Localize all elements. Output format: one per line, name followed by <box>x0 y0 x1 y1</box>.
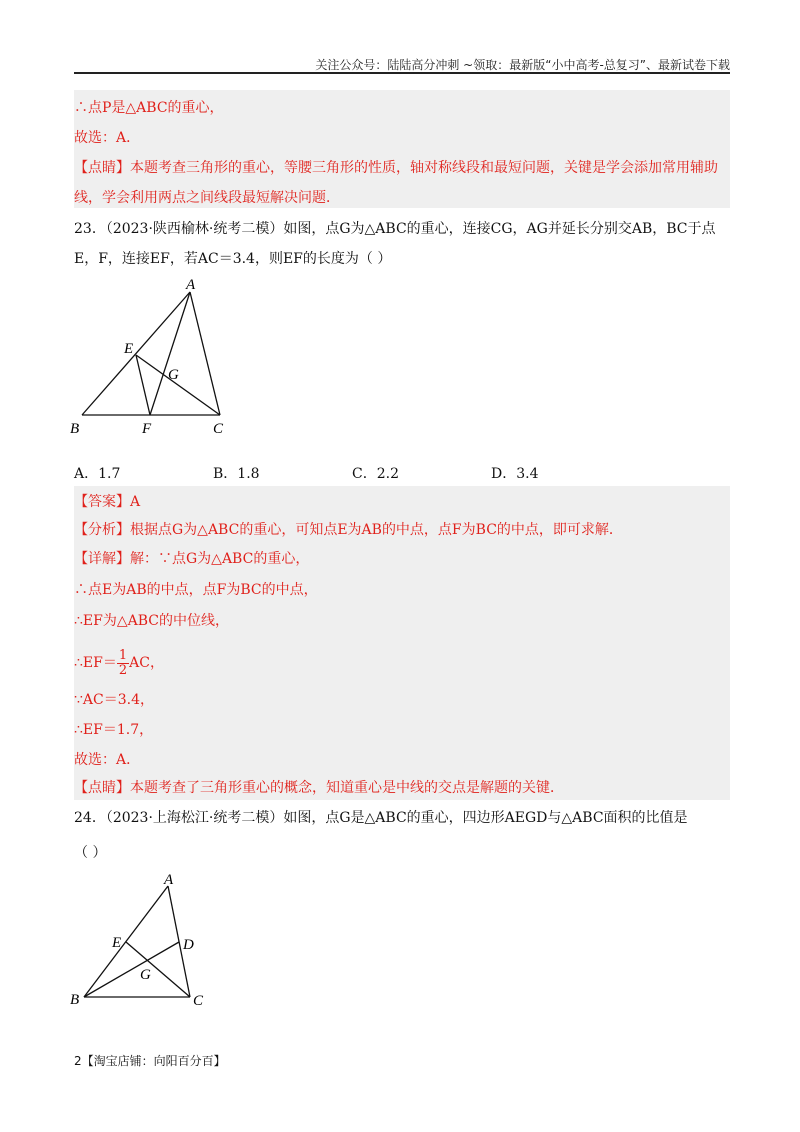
q24-label-d: D <box>183 937 194 953</box>
q23-fraction-den: 2 <box>118 662 128 678</box>
q24-label-b: B <box>70 992 80 1008</box>
header-rule <box>74 72 730 74</box>
q23-step-6: 故选：A． <box>74 752 141 768</box>
q24-label-a: A <box>164 872 174 888</box>
q23-step-3-post: AC， <box>129 655 164 671</box>
q23-label-b: B <box>70 421 80 437</box>
q23-choice-b: B．1.8 <box>213 466 260 482</box>
q23-triangle-figure <box>60 275 260 440</box>
q23-choice-a: A．1.7 <box>74 466 121 482</box>
q23-label-a: A <box>186 277 196 293</box>
q24-label-g: G <box>140 967 151 983</box>
q23-detail: 【详解】解：∵点G为△ABC的重心， <box>74 551 310 567</box>
q23-step-2: ∴EF为△ABC的中位线， <box>74 613 229 629</box>
q23-fraction-half <box>117 649 129 678</box>
q24-stem-line-2: （ ） <box>74 845 107 861</box>
prev-line-4: 线，学会利用两点之间线段最短解决问题． <box>74 190 340 206</box>
q23-step-5: ∴EF＝1.7， <box>74 722 154 738</box>
q24-segment-bd <box>84 942 179 997</box>
q23-label-e: E <box>124 341 134 357</box>
prev-line-3: 【点睛】本题考查三角形的重心，等腰三角形的性质，轴对称线段和最短问题，关键是学会添加常用辅助 <box>74 160 718 176</box>
q23-fraction-num: 1 <box>118 647 128 663</box>
q23-label-f: F <box>142 421 152 437</box>
q23-step-3-pre: ∴EF＝ <box>74 655 117 671</box>
prev-line-2: 故选：A． <box>74 130 141 146</box>
q24-label-c: C <box>193 993 204 1009</box>
q23-stem-line-2: E，F，连接EF，若AC＝3.4，则EF的长度为（ ） <box>74 251 392 267</box>
prev-line-1: ∴点P是△ABC的重心， <box>74 100 224 116</box>
q23-step-4: ∵AC＝3.4， <box>74 692 154 708</box>
q24-segment-ab <box>84 886 168 997</box>
page-footer: 2【淘宝店铺：向阳百分百】 <box>74 1054 226 1068</box>
page-header: 关注公众号：陆陆高分冲刺 ~领取：最新版“小中高考-总复习”、最新试卷下载 <box>315 58 730 72</box>
q23-step-3 <box>74 646 164 680</box>
q24-stem-line-1: 24．（2023·上海松江·统考二模）如图，点G是△ABC的重心，四边形AEGD与△ABC面积的比值是 <box>74 810 688 826</box>
q23-label-c: C <box>213 421 224 437</box>
q24-triangle-figure <box>66 872 226 1012</box>
q23-segment-ab <box>82 292 190 415</box>
q23-step-1: ∴点E为AB的中点，点F为BC的中点， <box>74 582 318 598</box>
q23-segment-af <box>150 292 190 415</box>
q23-choice-d: D．3.4 <box>491 466 539 482</box>
q23-stem-line-1: 23．（2023·陕西榆林·统考二模）如图，点G为△ABC的重心，连接CG，AG并延长分别交AB，BC于点 <box>74 221 716 237</box>
q24-label-e: E <box>112 935 122 951</box>
q23-comment: 【点睛】本题考查了三角形重心的概念，知道重心是中线的交点是解题的关键． <box>74 780 564 796</box>
q23-label-g: G <box>168 367 179 383</box>
q23-choice-c: C．2.2 <box>352 466 399 482</box>
q23-analysis: 【分析】根据点G为△ABC的重心，可知点E为AB的中点，点F为BC的中点，即可求解． <box>74 522 623 538</box>
q23-answer: 【答案】A <box>74 494 141 510</box>
